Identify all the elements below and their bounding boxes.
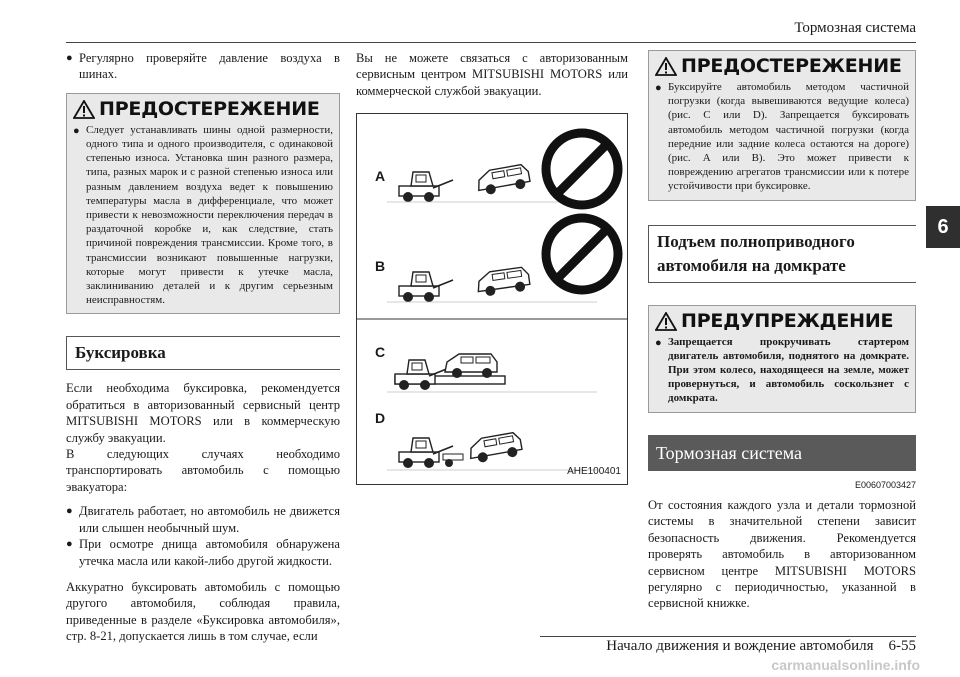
warning-box: [66, 93, 340, 315]
section-title-towing: Буксировка: [66, 336, 340, 370]
bullet-icon: ●: [66, 52, 73, 64]
list-item: [73, 123, 333, 308]
warning-body: [649, 80, 915, 200]
paragraph: В следующих случаях необходимо транспортировать автомобиль с помощью эвакуатора:: [66, 447, 340, 494]
list-item: [66, 50, 340, 83]
towing-figure: [356, 113, 628, 485]
towing-illustration: [357, 114, 627, 484]
caution-text: Запрещается прокручивать стартером двигатель автомобиля, поднятого на домкрате. При этом колесо, находящееся на земле, может провернуться, и автомобиль соскользнет с домкрата.: [668, 335, 909, 405]
bullet-text: При осмотре днища автомобиля обнаружена утечка масла или какой-либо другой жидкости.: [79, 537, 340, 568]
warning-text: Следует устанавливать шины одной размерности, одного типа и одного производителя, с одинаковой степенью износа. Установка шин разного размера, типа, разных марок и с разной степенью износа или разным давлением воздуха ведет к повышению температуры масла в дифференциале, что может привести к невозможности переключения передач в раздаточной коробке и, как следствие, стать причиной повреждения трансмиссии. Кроме того, в трансмиссии возникают повышенные нагрузки, которые могут привести к утечке масла, заклиниванию деталей и к другим серьезным неисправностям.: [86, 123, 333, 307]
warning-title: ПРЕДОСТЕРЕЖЕНИЕ: [99, 98, 320, 121]
caution-title: ПРЕДУПРЕЖДЕНИЕ: [681, 309, 894, 332]
page-header-title: Тормозная система: [794, 20, 916, 36]
warning-header: [649, 51, 915, 80]
bullet-icon: ●: [66, 505, 73, 518]
page-footer: Начало движения и вождение автомобиля 6-55: [606, 638, 916, 654]
bullet-text: Регулярно проверяйте давление воздуха в шинах.: [79, 51, 340, 82]
warning-triangle-icon: [73, 100, 95, 119]
list-item: [655, 335, 909, 406]
list-item: [66, 536, 340, 569]
figure-label-a: A: [375, 168, 386, 185]
prohibited-icon: [546, 218, 618, 290]
tow-scene-d: [387, 432, 597, 470]
footer-rule: [540, 636, 916, 637]
column-middle: [356, 50, 628, 485]
chapter-tab: 6: [926, 206, 960, 248]
paragraph: Аккуратно буксировать автомобиль с помощью другого автомобиля, соблюдая правила, приведенные в разделе «Буксировка автомобиля», стр. 8-21, допускается лишь в том случае, если: [66, 579, 340, 644]
warning-box: [648, 50, 916, 201]
warning-triangle-icon: [655, 312, 677, 331]
figure-label-b: B: [375, 258, 386, 275]
warning-header: [67, 94, 339, 123]
watermark: carmanualsonline.info: [771, 657, 920, 673]
figure-code: AHE100401: [567, 465, 621, 477]
list-item: [66, 503, 340, 536]
header-rule: [66, 42, 916, 43]
warning-body: [67, 123, 339, 314]
bullet-list: [66, 503, 340, 569]
paragraph: Вы не можете связаться с авторизованным сервисным центром MITSUBISHI MOTORS или коммерческой службой эвакуации.: [356, 51, 628, 98]
bullet-icon: ●: [66, 538, 73, 551]
paragraph: Если необходима буксировка, рекомендуется обратиться в авторизованный сервисный центр MITSUBISHI MOTORS или в коммерческую службу эвакуации.: [66, 381, 340, 445]
warning-title: ПРЕДОСТЕРЕЖЕНИЕ: [681, 55, 902, 78]
document-code: E00607003427: [854, 479, 916, 490]
bullet-text: Двигатель работает, но автомобиль не движется или слышен необычный шум.: [79, 504, 340, 535]
bullet-icon: ●: [655, 336, 662, 349]
figure-label-d: D: [375, 410, 386, 427]
caution-body: [649, 335, 915, 412]
bullet-icon: ●: [655, 82, 662, 94]
caution-box: [648, 305, 916, 413]
warning-text: Буксируйте автомобиль методом частичной погрузки (когда вывешиваются ведущие колеса) (рис. C или D). Запрещается буксировать автомобиль методом частичной погрузки (когда передние или задние колеса остаются на дороге) (рис. A или B). Это может привести к повреждению агрегатов трансмиссии или к потере устойчивости при буксировке.: [668, 81, 909, 193]
list-item: [655, 80, 909, 194]
warning-triangle-icon: [655, 57, 677, 76]
caution-header: [649, 306, 915, 335]
section-title-jacking: Подъем полноприводного автомобиля на домкрате: [648, 225, 916, 283]
column-left: [66, 50, 340, 645]
paragraph: От состояния каждого узла и детали тормозной системы в значительной степени зависит безопасность движения. Рекомендуется проверять автомобиль в авторизованном сервисном центре MITSUBISHI MOTORS регулярно с периодичностью, указанной в сервисной книжке.: [648, 498, 916, 611]
bullet-icon: ●: [73, 124, 80, 137]
tow-scene-c: [387, 354, 597, 392]
section-title-brakes: Тормозная система: [648, 435, 916, 471]
prohibited-icon: [546, 133, 618, 205]
figure-label-c: C: [375, 344, 386, 361]
column-right: [648, 50, 916, 612]
